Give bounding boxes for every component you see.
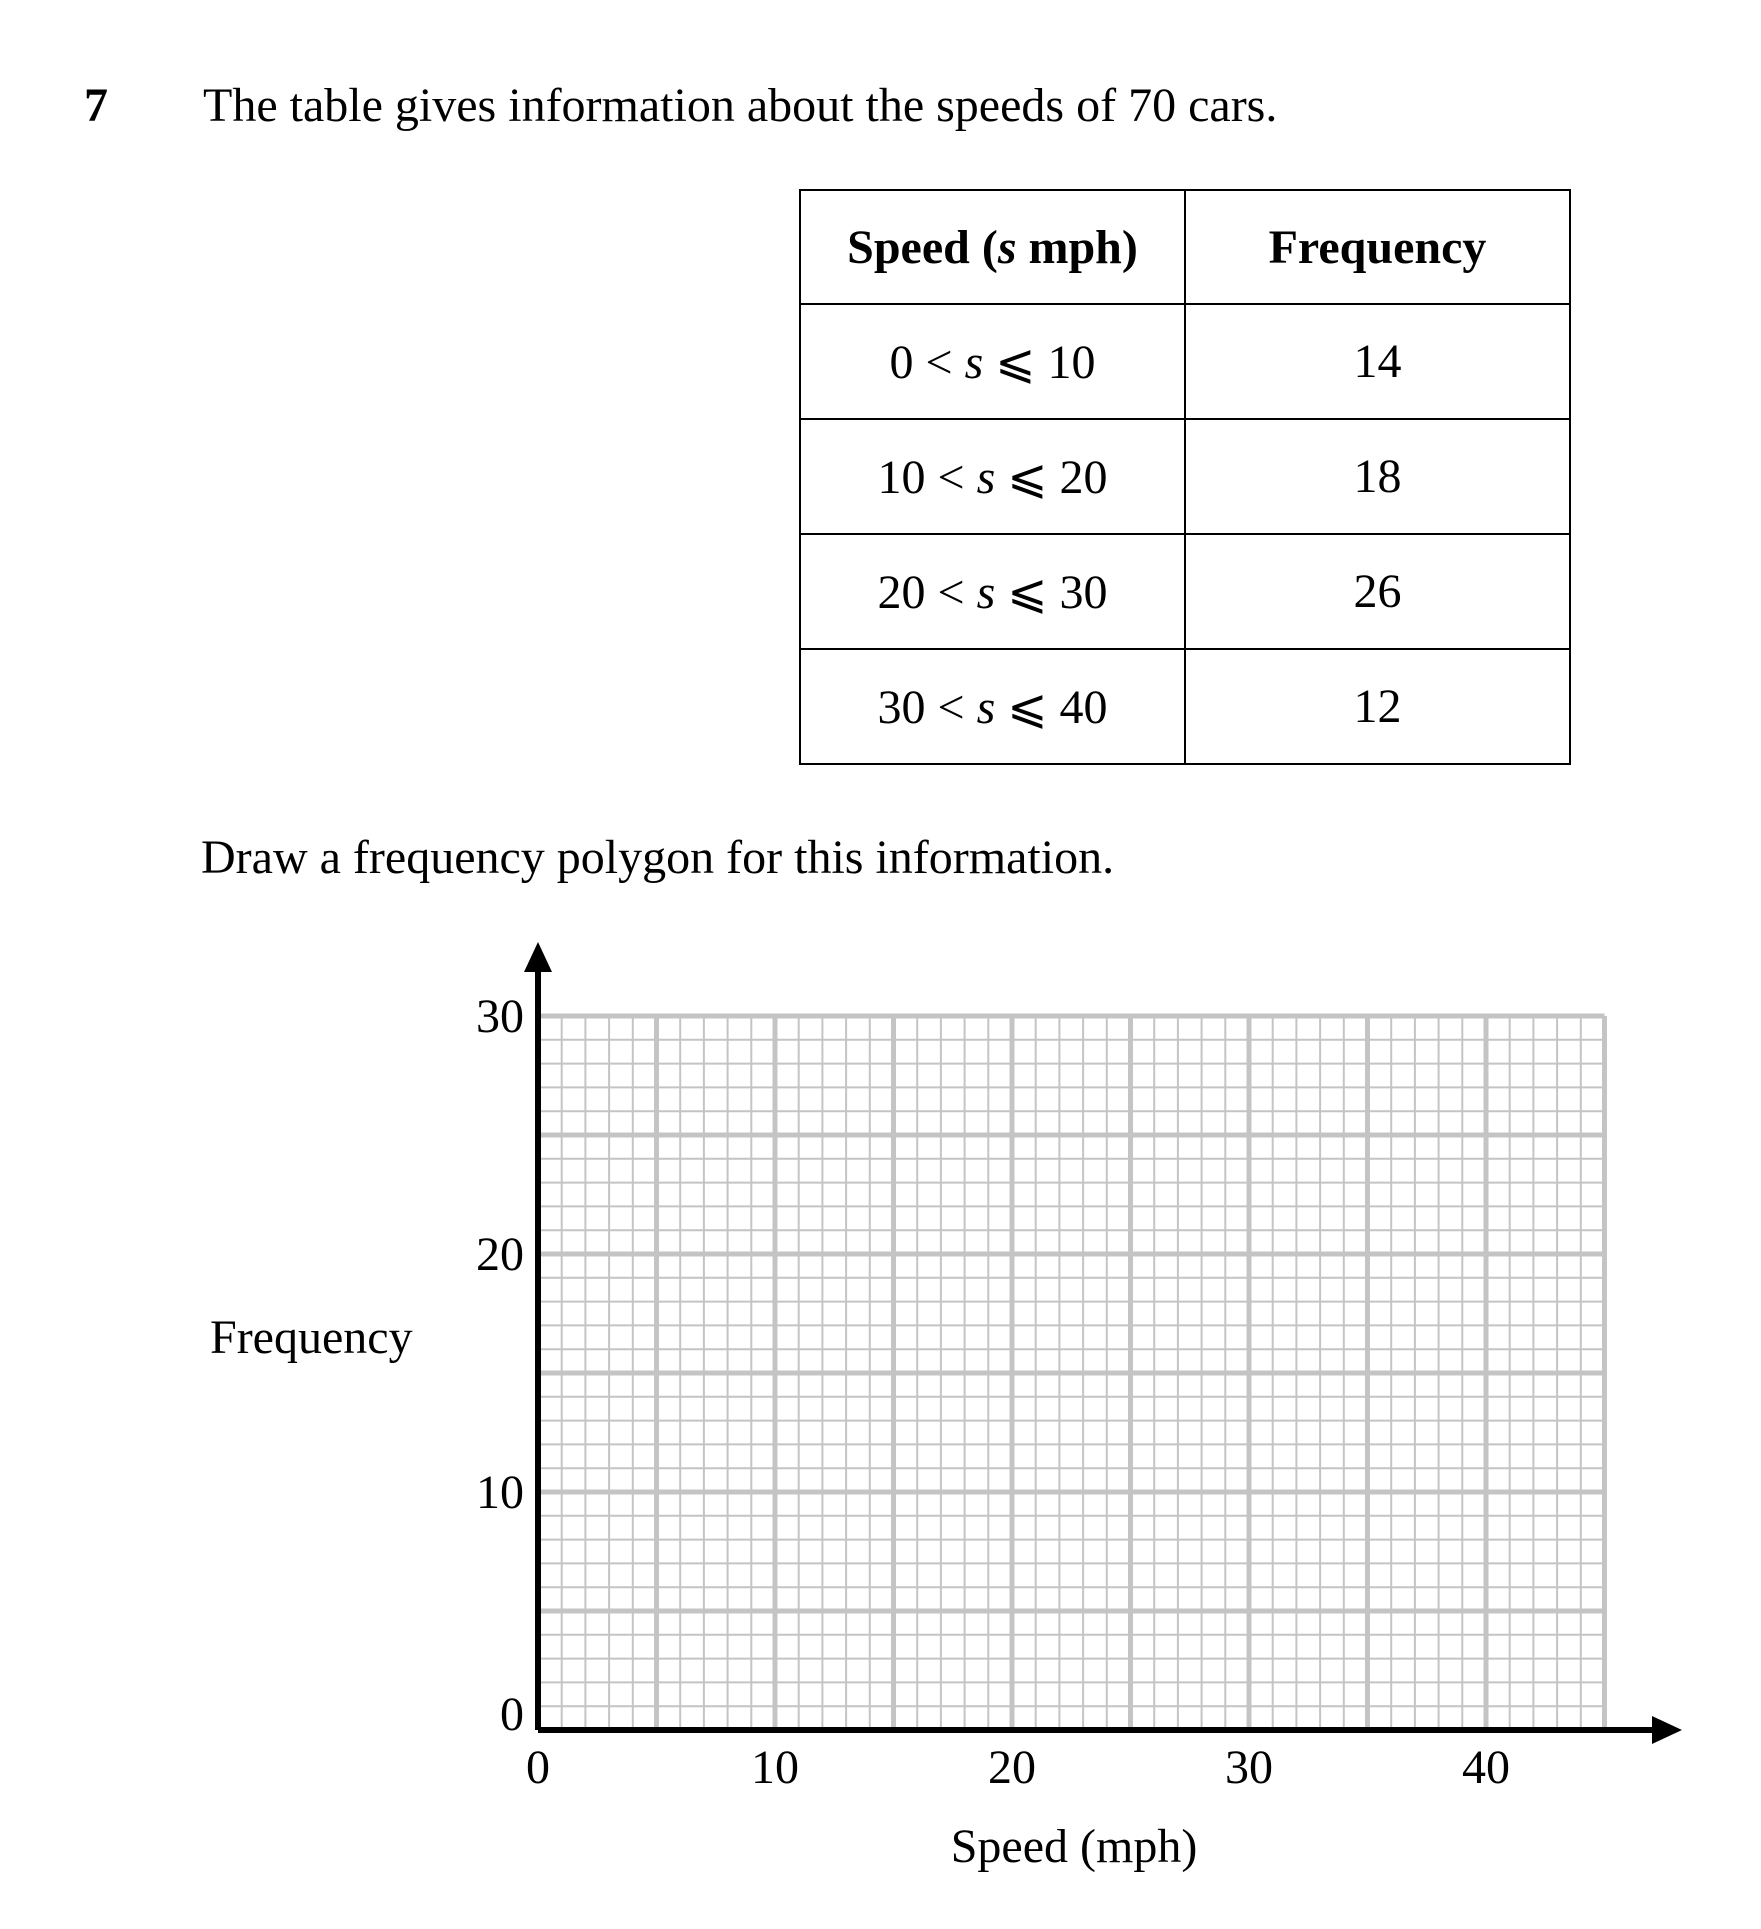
- speed-interval-cell: 20 < s ⩽ 30: [800, 534, 1185, 649]
- graph-grid: [538, 1016, 1605, 1730]
- speed-header: Speed (s mph): [800, 190, 1185, 304]
- x-axis-arrow-icon: [1652, 1716, 1682, 1744]
- y-tick-label: 20: [476, 1228, 524, 1281]
- graph-axes: [524, 942, 1682, 1744]
- y-tick-label: 10: [476, 1466, 524, 1519]
- frequency-cell: 12: [1185, 649, 1570, 764]
- x-tick-label: 10: [751, 1741, 799, 1794]
- x-tick-label: 40: [1462, 1741, 1510, 1794]
- x-tick-label: 0: [526, 1741, 550, 1794]
- question-number: 7: [84, 79, 108, 132]
- x-tick-label: 20: [988, 1741, 1036, 1794]
- x-tick-label: 30: [1225, 1741, 1273, 1794]
- frequency-cell: 26: [1185, 534, 1570, 649]
- speed-interval-cell: 30 < s ⩽ 40: [800, 649, 1185, 764]
- x-axis-label: Speed (mph): [950, 1820, 1198, 1873]
- instruction-text: Draw a frequency polygon for this information.: [201, 831, 1115, 884]
- frequency-cell: 18: [1185, 419, 1570, 534]
- y-axis-arrow-icon: [524, 942, 552, 972]
- y-tick-label: 30: [476, 990, 524, 1043]
- y-tick-label: 0: [500, 1688, 524, 1741]
- y-axis-label: Frequency: [210, 1311, 413, 1364]
- speed-interval-cell: 10 < s ⩽ 20: [800, 419, 1185, 534]
- frequency-header: Frequency: [1185, 190, 1570, 304]
- speed-interval-cell: 0 < s ⩽ 10: [800, 304, 1185, 419]
- question-text: The table gives information about the speeds of 70 cars.: [203, 79, 1278, 132]
- frequency-cell: 14: [1185, 304, 1570, 419]
